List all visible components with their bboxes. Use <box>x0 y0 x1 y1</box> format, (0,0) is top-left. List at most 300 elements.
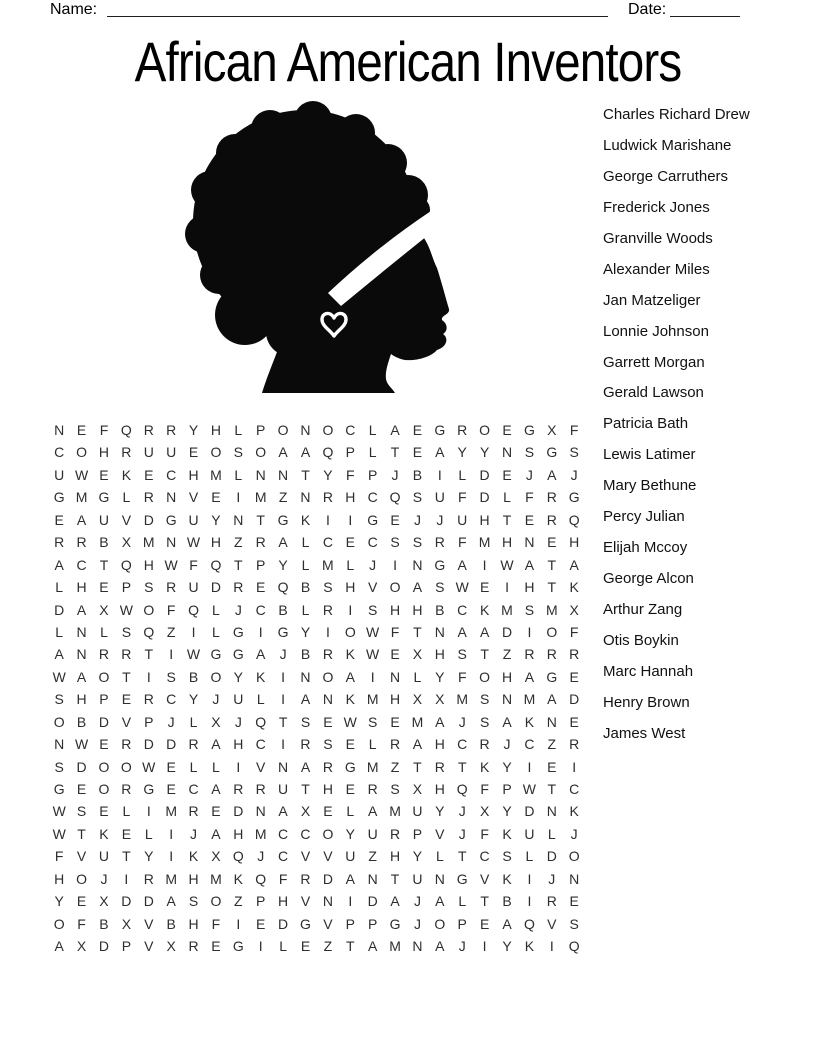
grid-cell: H <box>188 870 199 887</box>
grid-cell: N <box>434 623 445 640</box>
word-list-item: George Alcon <box>603 570 694 588</box>
grid-cell: A <box>569 556 579 573</box>
grid-cell: V <box>435 825 445 842</box>
grid-cell: Q <box>322 444 334 461</box>
grid-cell: R <box>300 870 311 887</box>
grid-cell: C <box>54 444 65 461</box>
grid-cell: R <box>569 646 580 663</box>
grid-cell: N <box>166 534 177 551</box>
grid-cell: H <box>479 511 490 528</box>
grid-cell: Q <box>210 556 222 573</box>
grid-cell: J <box>413 915 421 932</box>
grid-cell: R <box>546 646 557 663</box>
word-list-item: Jan Matzeliger <box>603 291 701 309</box>
grid-cell: Q <box>143 623 155 640</box>
grid-cell: K <box>502 825 512 842</box>
grid-cell: X <box>76 938 87 955</box>
grid-cell: E <box>547 758 557 775</box>
grid-cell: L <box>368 736 377 753</box>
grid-cell: N <box>524 534 535 551</box>
grid-cell: J <box>458 713 466 730</box>
grid-cell: I <box>325 511 330 528</box>
grid-cell: J <box>100 870 108 887</box>
grid-cell: R <box>546 489 557 506</box>
grid-cell: A <box>502 713 512 730</box>
grid-cell: S <box>479 691 490 708</box>
grid-cell: E <box>99 803 109 820</box>
grid-cell: N <box>76 623 87 640</box>
grid-cell: K <box>569 579 579 596</box>
grid-cell: I <box>482 938 487 955</box>
grid-cell: U <box>345 848 356 865</box>
grid-cell: J <box>503 736 511 753</box>
grid-cell: E <box>121 691 132 708</box>
grid-cell: V <box>323 915 333 932</box>
name-label: Name: <box>50 1 98 18</box>
grid-cell: J <box>234 601 242 618</box>
grid-cell: C <box>166 466 177 483</box>
grid-cell: A <box>367 938 378 955</box>
grid-cell: D <box>367 893 378 910</box>
grid-cell: T <box>144 646 154 663</box>
grid-cell: G <box>232 938 244 955</box>
grid-cell: E <box>99 736 109 753</box>
grid-cell: G <box>165 511 177 528</box>
grid-cell: G <box>546 444 558 461</box>
grid-cell: Y <box>435 668 445 685</box>
grid-cell: U <box>188 511 199 528</box>
grid-cell: O <box>210 893 222 910</box>
grid-cell: K <box>188 848 199 865</box>
grid-cell: B <box>278 601 288 618</box>
grid-cell: R <box>569 736 580 753</box>
grid-cell: Y <box>345 825 355 842</box>
grid-cell: Z <box>166 623 176 640</box>
grid-cell: H <box>322 781 333 797</box>
grid-cell: E <box>345 534 355 551</box>
grid-cell: S <box>367 601 378 618</box>
grid-cell: P <box>144 713 154 730</box>
grid-cell: Y <box>211 511 221 528</box>
grid-cell: D <box>98 713 110 730</box>
grid-cell: A <box>54 646 64 663</box>
grid-cell: R <box>524 646 535 663</box>
grid-cell: H <box>210 534 221 551</box>
grid-cell: K <box>502 870 512 887</box>
grid-cell: L <box>301 534 310 551</box>
grid-cell: M <box>366 758 379 775</box>
grid-cell: U <box>54 466 65 483</box>
grid-cell: Q <box>255 713 267 730</box>
grid-cell: G <box>232 623 244 640</box>
grid-cell: N <box>501 691 513 708</box>
grid-cell: H <box>569 534 580 551</box>
grid-cell: R <box>143 870 154 887</box>
grid-cell: W <box>74 466 89 483</box>
grid-cell: A <box>76 511 87 528</box>
grid-cell: P <box>121 579 132 596</box>
grid-cell: L <box>189 713 198 730</box>
grid-cell: L <box>458 466 467 483</box>
grid-cell: L <box>212 758 220 775</box>
grid-cell: X <box>166 938 176 955</box>
grid-cell: F <box>480 825 489 842</box>
grid-cell: G <box>434 556 446 573</box>
grid-cell: V <box>76 848 87 865</box>
grid-cell: K <box>345 691 355 708</box>
grid-cell: U <box>98 511 110 528</box>
grid-cell: M <box>165 870 177 887</box>
grid-cell: T <box>345 938 355 955</box>
grid-cell: U <box>457 511 468 528</box>
grid-cell: A <box>457 556 467 573</box>
grid-cell: E <box>166 781 176 797</box>
grid-cell: Z <box>390 758 400 775</box>
grid-cell: J <box>190 825 198 842</box>
grid-cell: O <box>53 915 65 932</box>
grid-cell: P <box>99 691 109 708</box>
grid-cell: G <box>277 623 289 640</box>
grid-cell: O <box>479 668 491 685</box>
grid-cell: P <box>412 825 423 842</box>
grid-cell: D <box>143 511 154 528</box>
grid-cell: Q <box>523 915 535 932</box>
grid-cell: D <box>76 758 87 775</box>
grid-cell: N <box>76 646 87 663</box>
grid-cell: I <box>437 466 442 483</box>
grid-cell: C <box>76 556 87 573</box>
grid-cell: M <box>411 713 424 730</box>
grid-cell: D <box>98 938 110 955</box>
grid-cell: A <box>211 781 221 797</box>
grid-cell: I <box>505 579 509 596</box>
grid-cell: J <box>279 646 287 663</box>
grid-cell: N <box>501 444 513 461</box>
grid-cell: D <box>143 736 154 753</box>
grid-cell: L <box>100 623 108 640</box>
grid-cell: D <box>546 848 557 865</box>
grid-cell: F <box>457 489 467 506</box>
grid-cell: E <box>211 489 221 506</box>
grid-cell: E <box>479 579 490 596</box>
grid-cell: F <box>189 556 198 573</box>
grid-cell: H <box>389 691 401 708</box>
grid-cell: G <box>546 668 558 685</box>
grid-cell: T <box>390 870 400 887</box>
grid-cell: H <box>434 781 445 797</box>
grid-cell: D <box>54 601 65 618</box>
grid-cell: W <box>522 781 536 797</box>
grid-cell: T <box>457 758 467 775</box>
grid-cell: J <box>436 511 444 528</box>
grid-cell: A <box>479 623 490 640</box>
grid-cell: X <box>547 422 557 438</box>
grid-cell: R <box>322 601 333 618</box>
grid-cell: T <box>278 713 288 730</box>
grid-cell: O <box>143 601 155 618</box>
grid-cell: C <box>367 489 378 506</box>
grid-cell: L <box>212 601 220 618</box>
grid-cell: N <box>54 422 65 438</box>
grid-cell: L <box>368 444 377 461</box>
grid-cell: E <box>412 422 423 438</box>
grid-cell: J <box>234 713 242 730</box>
grid-cell: R <box>322 758 333 775</box>
grid-cell: V <box>144 938 154 955</box>
word-list-item: Alexander Miles <box>603 260 710 278</box>
grid-cell: R <box>188 803 199 820</box>
grid-cell: B <box>99 534 109 551</box>
grid-cell: Y <box>502 938 512 955</box>
word-list-item: Garrett Morgan <box>603 353 705 371</box>
grid-cell: H <box>345 489 356 506</box>
grid-cell: Y <box>54 893 64 910</box>
grid-cell: N <box>434 870 445 887</box>
grid-cell: A <box>435 713 445 730</box>
grid-cell: T <box>234 556 243 573</box>
grid-cell: X <box>300 803 311 820</box>
grid-cell: X <box>435 691 445 708</box>
grid-cell: P <box>367 915 378 932</box>
grid-cell: M <box>142 534 155 551</box>
grid-cell: I <box>236 915 241 932</box>
word-list-item: James West <box>603 724 686 742</box>
word-list-item: Frederick Jones <box>603 198 710 216</box>
grid-cell: S <box>54 758 64 775</box>
grid-cell: S <box>367 713 378 730</box>
grid-cell: K <box>256 668 266 685</box>
grid-cell: H <box>54 870 65 887</box>
grid-cell: Q <box>277 579 289 596</box>
grid-cell: Z <box>234 893 243 910</box>
grid-cell: K <box>479 601 490 618</box>
grid-cell: R <box>143 489 154 506</box>
grid-cell: U <box>524 825 535 842</box>
grid-cell: C <box>367 534 378 551</box>
grid-cell: O <box>568 848 580 865</box>
grid-cell: N <box>300 668 311 685</box>
word-list-item: George Carruthers <box>603 167 729 185</box>
grid-cell: O <box>53 713 65 730</box>
grid-cell: G <box>300 915 311 932</box>
grid-cell: E <box>188 444 199 461</box>
grid-cell: K <box>524 938 535 955</box>
grid-cell: A <box>54 556 64 573</box>
grid-cell: U <box>188 579 199 596</box>
grid-cell: I <box>527 623 532 640</box>
grid-cell: R <box>546 511 557 528</box>
grid-cell: A <box>300 444 311 461</box>
word-list-item: Ludwick Marishane <box>603 136 732 154</box>
grid-cell: J <box>548 870 556 887</box>
grid-cell: E <box>569 668 579 685</box>
grid-cell: N <box>255 803 266 820</box>
grid-cell: M <box>389 803 401 820</box>
grid-cell: O <box>120 758 132 775</box>
grid-cell: J <box>257 848 265 865</box>
grid-cell: J <box>458 803 466 820</box>
grid-cell: H <box>434 646 445 663</box>
grid-cell: U <box>434 489 445 506</box>
grid-cell: W <box>186 534 201 551</box>
grid-cell: M <box>366 691 379 708</box>
grid-cell: O <box>98 668 110 685</box>
grid-cell: L <box>189 758 198 775</box>
word-list-item: Elijah Mccoy <box>603 539 688 557</box>
grid-cell: T <box>547 556 557 573</box>
grid-cell: O <box>434 915 446 932</box>
grid-cell: L <box>301 601 310 618</box>
grid-cell: B <box>166 915 176 932</box>
grid-cell: C <box>300 825 311 842</box>
grid-cell: F <box>525 489 534 506</box>
grid-cell: L <box>413 668 422 685</box>
grid-cell: C <box>255 736 266 753</box>
grid-cell: A <box>435 893 445 910</box>
grid-cell: L <box>122 489 131 506</box>
grid-cell: I <box>370 668 375 685</box>
grid-cell: S <box>502 848 512 865</box>
grid-cell: R <box>166 579 177 596</box>
grid-cell: A <box>211 825 221 842</box>
grid-cell: W <box>366 646 380 663</box>
grid-cell: J <box>167 713 175 730</box>
grid-cell: Y <box>435 803 445 820</box>
grid-cell: Q <box>456 781 468 797</box>
grid-cell: W <box>119 601 133 618</box>
grid-cell: C <box>457 736 468 753</box>
grid-cell: T <box>547 781 557 797</box>
grid-cell: S <box>233 444 243 461</box>
grid-cell: F <box>99 422 109 438</box>
grid-cell: T <box>480 646 489 663</box>
grid-cell: O <box>76 870 88 887</box>
grid-cell: I <box>146 803 151 820</box>
grid-cell: E <box>390 713 400 730</box>
grid-cell: E <box>390 646 400 663</box>
grid-cell: C <box>569 781 580 797</box>
grid-cell: N <box>233 511 244 528</box>
grid-cell: G <box>523 422 535 438</box>
grid-cell: M <box>322 556 334 573</box>
name-write-line <box>107 16 608 17</box>
grid-cell: Y <box>479 444 490 461</box>
grid-cell: W <box>142 758 156 775</box>
grid-cell: Y <box>278 556 288 573</box>
grid-cell: J <box>413 893 421 910</box>
grid-cell: V <box>144 915 154 932</box>
grid-cell: A <box>76 601 87 618</box>
grid-cell: C <box>345 422 356 438</box>
grid-cell: I <box>348 893 353 910</box>
grid-cell: L <box>212 623 220 640</box>
word-list-item: Henry Brown <box>603 693 690 711</box>
grid-cell: X <box>211 848 221 865</box>
grid-cell: H <box>188 915 199 932</box>
grid-cell: W <box>164 556 178 573</box>
grid-cell: E <box>99 579 109 596</box>
grid-cell: X <box>99 893 109 910</box>
grid-cell: B <box>412 466 423 483</box>
grid-cell: I <box>169 848 174 865</box>
word-list-item: Mary Bethune <box>603 477 697 495</box>
grid-cell: D <box>479 489 490 506</box>
grid-cell: C <box>255 601 266 618</box>
grid-cell: A <box>524 668 535 685</box>
grid-cell: L <box>368 422 377 438</box>
grid-cell: Z <box>368 848 377 865</box>
grid-cell: R <box>434 534 445 551</box>
grid-cell: G <box>389 915 401 932</box>
grid-cell: E <box>345 781 355 797</box>
grid-cell: I <box>236 489 241 506</box>
grid-cell: K <box>479 758 490 775</box>
grid-cell: O <box>389 579 401 596</box>
grid-cell: O <box>76 444 88 461</box>
grid-cell: I <box>325 623 330 640</box>
grid-cell: S <box>435 579 445 596</box>
grid-cell: E <box>166 758 176 775</box>
grid-cell: V <box>547 915 557 932</box>
grid-cell: T <box>480 893 489 910</box>
grid-cell: Q <box>568 511 580 528</box>
grid-cell: Y <box>412 848 423 865</box>
grid-cell: H <box>501 534 513 551</box>
grid-cell: T <box>413 758 422 775</box>
grid-cell: E <box>211 938 221 955</box>
grid-cell: E <box>502 422 512 438</box>
grid-cell: Y <box>233 668 243 685</box>
grid-cell: X <box>412 691 423 708</box>
grid-cell: D <box>121 893 132 910</box>
grid-cell: Y <box>300 623 311 640</box>
grid-cell: L <box>525 848 534 865</box>
grid-cell: K <box>569 803 579 820</box>
grid-cell: R <box>322 489 333 506</box>
grid-cell: L <box>458 893 467 910</box>
grid-cell: P <box>256 893 266 910</box>
grid-cell: S <box>390 781 400 797</box>
grid-cell: N <box>389 668 401 685</box>
grid-cell: R <box>188 736 199 753</box>
grid-cell: U <box>143 444 154 461</box>
grid-cell: T <box>301 466 310 483</box>
grid-cell: H <box>524 579 535 596</box>
word-list-item: Gerald Lawson <box>603 384 704 402</box>
grid-cell: H <box>434 736 445 753</box>
grid-cell: S <box>412 534 423 551</box>
grid-cell: O <box>322 668 334 685</box>
grid-cell: L <box>503 489 511 506</box>
grid-cell: E <box>412 444 423 461</box>
grid-cell: D <box>166 736 177 753</box>
grid-cell: I <box>482 556 487 573</box>
grid-cell: N <box>300 489 311 506</box>
grid-cell: B <box>76 713 87 730</box>
grid-cell: B <box>300 646 311 663</box>
grid-cell: I <box>281 736 286 753</box>
grid-cell: X <box>412 781 423 797</box>
grid-cell: Q <box>389 489 401 506</box>
grid-cell: I <box>146 668 151 685</box>
grid-cell: S <box>390 534 400 551</box>
grid-cell: M <box>545 601 558 618</box>
grid-cell: H <box>98 444 110 461</box>
grid-cell: P <box>502 781 512 797</box>
grid-cell: O <box>479 422 491 438</box>
grid-cell: A <box>412 579 423 596</box>
grid-cell: U <box>412 870 423 887</box>
